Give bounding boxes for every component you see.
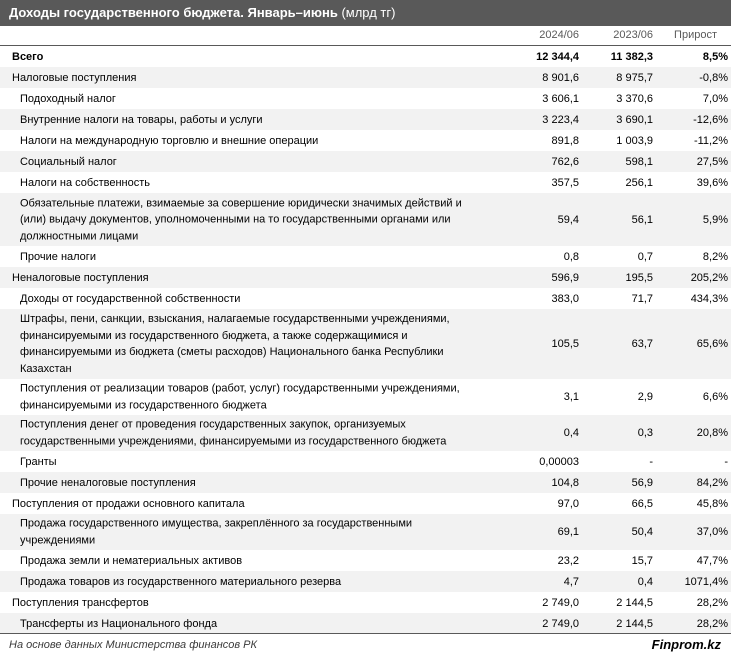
row-value-growth: 84,2% — [696, 476, 728, 489]
table-row — [0, 571, 731, 592]
table-body — [0, 46, 731, 634]
row-label: Трансферты из Национального фонда — [20, 617, 218, 630]
table-row — [0, 613, 731, 634]
row-value-2024: 3,1 — [563, 390, 579, 403]
column-header-growth: Прирост — [674, 29, 717, 41]
table-row — [0, 514, 731, 550]
row-value-2023: 598,1 — [625, 155, 653, 168]
row-value-2024: 2 749,0 — [542, 617, 579, 630]
row-value-2023: 0,3 — [637, 426, 653, 439]
row-value-growth: -0,8% — [699, 71, 728, 84]
table-row — [0, 151, 731, 172]
table-title — [0, 0, 731, 26]
row-label: Подоходный налог — [20, 92, 116, 105]
table-title-main: Доходы государственного бюджета. Январь–июнь — [9, 5, 338, 20]
row-value-growth: 8,2% — [702, 250, 728, 263]
column-header-2024: 2024/06 — [539, 29, 579, 41]
row-value-growth: -11,2% — [693, 134, 728, 147]
row-value-growth: - — [724, 455, 728, 468]
row-value-growth: 37,0% — [696, 525, 728, 538]
row-value-growth: 1071,4% — [684, 575, 728, 588]
row-label: Поступления денег от проведения государственных закупок, организуемых государственными учреждениями, финансируемыми из государственного бюджета — [20, 418, 447, 447]
row-value-2023: 2 144,5 — [616, 596, 653, 609]
row-value-2023: 50,4 — [631, 525, 653, 538]
row-value-2024: 357,5 — [551, 176, 579, 189]
row-value-growth: -12,6% — [693, 113, 728, 126]
row-value-growth: 28,2% — [696, 617, 728, 630]
row-value-2023: 0,4 — [637, 575, 653, 588]
table-row — [0, 415, 731, 451]
row-value-2023: 11 382,3 — [610, 50, 653, 63]
row-value-2023: 256,1 — [625, 176, 653, 189]
row-value-2023: 15,7 — [631, 554, 653, 567]
row-value-2024: 12 344,4 — [536, 50, 579, 63]
row-value-2024: 59,4 — [557, 213, 579, 226]
row-label: Продажа земли и нематериальных активов — [20, 554, 243, 567]
table-row — [0, 88, 731, 109]
row-value-2024: 762,6 — [551, 155, 579, 168]
row-label: Социальный налог — [20, 155, 117, 168]
table-row — [0, 267, 731, 288]
table-row — [0, 493, 731, 514]
row-value-growth: 65,6% — [696, 337, 728, 350]
row-label: Поступления от продажи основного капитала — [12, 497, 245, 510]
row-value-2023: 63,7 — [631, 337, 653, 350]
row-value-growth: 205,2% — [690, 271, 728, 284]
row-value-growth: 39,6% — [696, 176, 728, 189]
row-value-growth: 20,8% — [696, 426, 728, 439]
table-row — [0, 472, 731, 493]
row-value-2024: 0,4 — [563, 426, 579, 439]
table-footer — [0, 634, 731, 657]
row-label: Налоги на собственность — [20, 176, 151, 189]
row-value-2023: 0,7 — [637, 250, 653, 263]
row-value-2023: 2,9 — [637, 390, 653, 403]
column-header-2023: 2023/06 — [613, 29, 653, 41]
row-label: Продажа государственного имущества, закреплённого за государственными учреждениями — [20, 517, 413, 546]
row-label: Поступления трансфертов — [12, 596, 149, 609]
table-row — [0, 550, 731, 571]
row-label: Всего — [12, 50, 44, 63]
row-value-2023: 56,1 — [631, 213, 653, 226]
row-label: Неналоговые поступления — [12, 271, 149, 284]
row-label: Прочие неналоговые поступления — [20, 476, 196, 489]
table-row — [0, 379, 731, 415]
row-value-2024: 105,5 — [551, 337, 579, 350]
row-value-growth: 28,2% — [696, 596, 728, 609]
row-label: Штрафы, пени, санкции, взыскания, налагаемые государственными учреждениями, финансируемыми из государственного бюджета, а также содержащимися и финансируемыми из бюджета (сметы расходов) Национального банка Республики Казахстан — [20, 313, 450, 375]
row-value-growth: 6,6% — [702, 390, 728, 403]
row-value-2024: 104,8 — [551, 476, 579, 489]
row-value-2023: 71,7 — [631, 292, 653, 305]
row-value-2023: 56,9 — [631, 476, 653, 489]
row-value-2024: 23,2 — [557, 554, 579, 567]
table-title-unit: (млрд тг) — [341, 5, 396, 20]
table-row — [0, 67, 731, 88]
row-value-2024: 3 223,4 — [542, 113, 579, 126]
row-value-2024: 0,00003 — [539, 455, 579, 468]
table-row — [0, 172, 731, 193]
row-value-2023: 1 003,9 — [616, 134, 653, 147]
row-value-2023: 195,5 — [625, 271, 653, 284]
table-row — [0, 193, 731, 246]
row-value-2024: 8 901,6 — [542, 71, 579, 84]
row-label: Гранты — [20, 455, 57, 468]
row-label: Внутренние налоги на товары, работы и услуги — [20, 113, 263, 126]
row-value-2024: 596,9 — [551, 271, 579, 284]
table-row — [0, 246, 731, 267]
row-value-2023: 3 370,6 — [616, 92, 653, 105]
table-row — [0, 46, 731, 67]
row-value-2024: 4,7 — [563, 575, 579, 588]
row-value-2024: 0,8 — [563, 250, 579, 263]
row-label: Налоговые поступления — [12, 71, 137, 84]
row-value-2024: 383,0 — [551, 292, 579, 305]
row-value-2024: 97,0 — [557, 497, 579, 510]
row-label: Прочие налоги — [20, 250, 96, 263]
row-value-2023: 8 975,7 — [616, 71, 653, 84]
row-label: Поступления от реализации товаров (работ, услуг) государственными учреждениями, финансируемыми из государственного бюджета — [20, 382, 460, 411]
row-value-growth: 27,5% — [696, 155, 728, 168]
row-label: Продажа товаров из государственного материального резерва — [20, 575, 342, 588]
row-value-growth: 7,0% — [702, 92, 728, 105]
row-value-2023: - — [649, 455, 653, 468]
row-value-2024: 3 606,1 — [542, 92, 579, 105]
row-value-2024: 891,8 — [551, 134, 579, 147]
table-row — [0, 451, 731, 472]
row-label: Налоги на международную торговлю и внешние операции — [20, 134, 319, 147]
table-row — [0, 130, 731, 151]
row-value-2023: 3 690,1 — [616, 113, 653, 126]
row-value-growth: 5,9% — [702, 213, 728, 226]
row-value-2023: 2 144,5 — [616, 617, 653, 630]
table-row — [0, 109, 731, 130]
row-label: Доходы от государственной собственности — [20, 292, 241, 305]
row-value-2023: 66,5 — [631, 497, 653, 510]
table-row — [0, 309, 731, 379]
column-header-row — [0, 26, 731, 45]
table-row — [0, 592, 731, 613]
row-value-2024: 2 749,0 — [542, 596, 579, 609]
brand-logo: Finprom.kz — [651, 637, 721, 652]
row-value-growth: 434,3% — [690, 292, 728, 305]
row-label: Обязательные платежи, взимаемые за совершение юридически значимых действий и (или) выдачу документов, уполномоченными на то государственными органами или должностными лицами — [20, 196, 462, 242]
row-value-growth: 47,7% — [696, 554, 728, 567]
row-value-growth: 8,5% — [702, 50, 728, 63]
table-row — [0, 288, 731, 309]
row-value-2024: 69,1 — [557, 525, 579, 538]
source-note: На основе данных Министерства финансов РК — [9, 639, 257, 651]
row-value-growth: 45,8% — [696, 497, 728, 510]
